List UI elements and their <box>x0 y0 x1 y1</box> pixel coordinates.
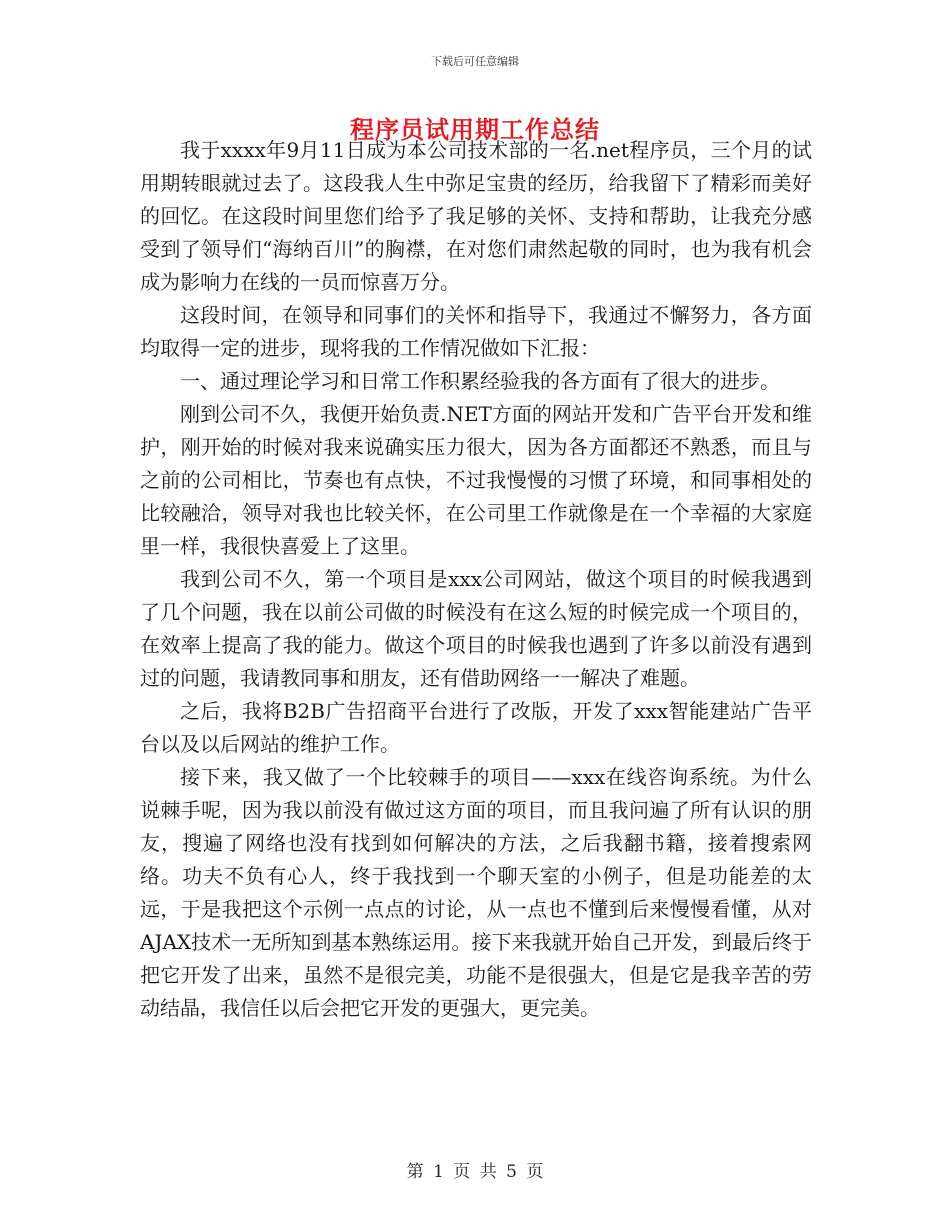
paragraph: 这段时间，在领导和同事们的关怀和指导下，我通过不懈努力，各方面均取得一定的进步，现将我的工作情况做如下汇报： <box>140 303 812 360</box>
paragraph: 我于xxxx年9月11日成为本公司技术部的一名.net程序员，三个月的试用期转眼就过去了。这段我人生中弥足宝贵的经历，给我留下了精彩而美好的回忆。在这段时间里您们给予了我足够的关怀、支持和帮助，让我充分感受到了领导们“海纳百川”的胸襟，在对您们肃然起敬的同时，也为我有机会成为影响力在线的一员而惊喜万分。 <box>140 138 812 294</box>
paragraph: 之后，我将B2B广告招商平台进行了改版，开发了xxx智能建站广告平台以及以后网站的维护工作。 <box>140 699 812 756</box>
page-indicator: 第 1 页 共 5 页 <box>406 1162 544 1182</box>
header-note: 下载后可任意编辑 <box>431 55 519 68</box>
paragraph: 我到公司不久，第一个项目是xxx公司网站，做这个项目的时候我遇到了几个问题，我在以前公司做的时候没有在这么短的时候完成一个项目的，在效率上提高了我的能力。做这个项目的时候我也遇到了许多以前没有遇到过的问题，我请教同事和朋友，还有借助网络一一解决了难题。 <box>140 567 812 690</box>
document-body <box>140 134 812 1025</box>
paragraph: 接下来，我又做了一个比较棘手的项目——xxx在线咨询系统。为什么说棘手呢，因为我以前没有做过这方面的项目，而且我问遍了所有认识的朋友，搜遍了网络也没有找到如何解决的方法，之后我翻书籍，接着搜索网络。功夫不负有心人，终于我找到一个聊天室的小例子，但是功能差的太远，于是我把这个示例一点点的讨论，从一点也不懂到后来慢慢看懂，从对AJAX技术一无所知到基本熟练运用。接下来我就开始自己开发，到最后终于把它开发了出来，虽然不是很完美，功能不是很强大，但是它是我辛苦的劳动结晶，我信任以后会把它开发的更强大，更完美。 <box>140 765 812 1020</box>
document-title: 程序员试用期工作总结 <box>350 115 600 144</box>
paragraph: 一、通过理论学习和日常工作积累经验我的各方面有了很大的进步。 <box>180 369 780 393</box>
paragraph: 刚到公司不久，我便开始负责.NET方面的网站开发和广告平台开发和维护，刚开始的时候对我来说确实压力很大，因为各方面都还不熟悉，而且与之前的公司相比，节奏也有点快，不过我慢慢的习惯了环境，和同事相处的比较融洽，领导对我也比较关怀，在公司里工作就像是在一个幸福的大家庭里一样，我很快喜爱上了这里。 <box>140 402 812 558</box>
